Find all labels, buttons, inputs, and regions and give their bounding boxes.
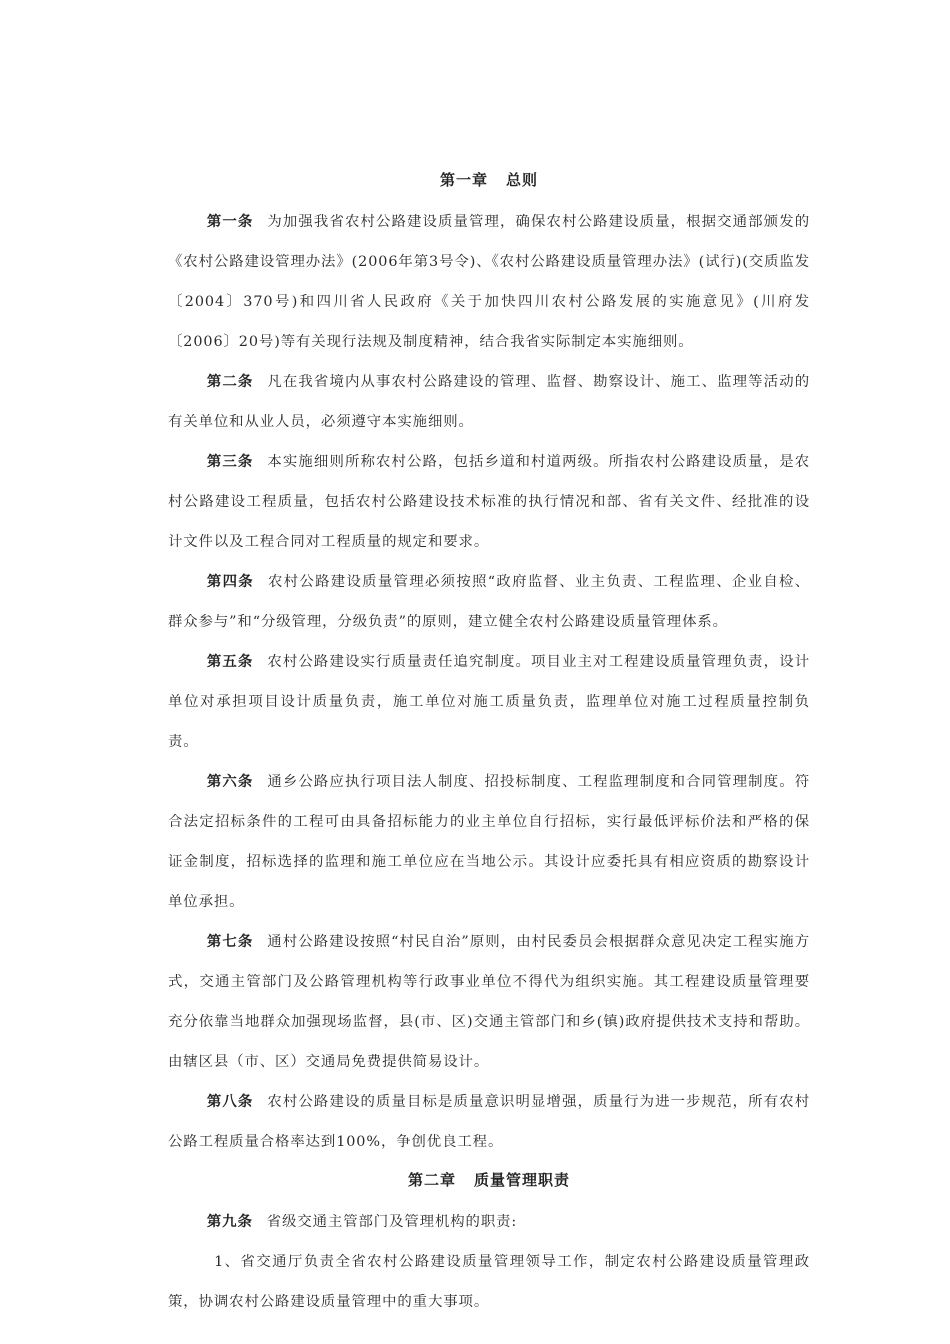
article-text: 为加强我省农村公路建设质量管理，确保农村公路建设质量，根据交通部颁发的《农村公路建设管理办法》(2006年第3号令)、《农村公路建设质量管理办法》(试行)(交质监发〔2004〕370号)和四川省人民政府《关于加快四川农村公路发展的实施意见》(川府发〔2006〕20号)等有关现行法规及制度精神，结合我省实际制定本实施细则。 <box>168 214 810 350</box>
list-item: 1、省交通厅负责全省农村公路建设质量管理领导工作，制定农村公路建设质量管理政策，协调农村公路建设质量管理中的重大事项。 <box>168 1254 810 1310</box>
article-5 <box>168 642 810 762</box>
article-label: 第三条 <box>206 453 254 470</box>
chapter-2-heading <box>168 1162 810 1202</box>
article-text: 省级交通主管部门及管理机构的职责: <box>266 1214 518 1230</box>
article-text: 本实施细则所称农村公路，包括乡道和村道两级。所指农村公路建设质量，是农村公路建设工程质量，包括农村公路建设技术标准的执行情况和部、省有关文件、经批准的设计文件以及工程合同对工程质量的规定和要求。 <box>168 454 810 550</box>
chapter-title: 质量管理职责 <box>474 1171 571 1189</box>
article-8 <box>168 1082 810 1162</box>
article-text: 农村公路建设质量管理必须按照“政府监督、业主负责、工程监理、企业自检、群众参与”和“分级管理，分级负责”的原则，建立健全农村公路建设质量管理体系。 <box>168 574 811 630</box>
document-body <box>168 162 810 1322</box>
chapter-number: 第一章 <box>439 171 488 189</box>
chapter-title: 总则 <box>506 171 539 189</box>
article-3 <box>168 442 810 562</box>
article-text: 农村公路建设实行质量责任追究制度。项目业主对工程建设质量管理负责，设计单位对承担项目设计质量负责，施工单位对施工质量负责，监理单位对施工过程质量控制负责。 <box>168 654 810 750</box>
article-text: 通乡公路应执行项目法人制度、招投标制度、工程监理制度和合同管理制度。符合法定招标条件的工程可由具备招标能力的业主单位自行招标，实行最低评标价法和严格的保证金制度，招标选择的监理和施工单位应在当地公示。其设计应委托具有相应资质的勘察设计单位承担。 <box>168 774 810 910</box>
article-label: 第九条 <box>206 1213 253 1230</box>
article-text: 农村公路建设的质量目标是质量意识明显增强，质量行为进一步规范，所有农村公路工程质量合格率达到100%，争创优良工程。 <box>168 1094 810 1150</box>
article-text: 凡在我省境内从事农村公路建设的管理、监督、勘察设计、施工、监理等活动的有关单位和从业人员，必须遵守本实施细则。 <box>168 374 810 430</box>
article-label: 第一条 <box>206 213 254 230</box>
article-7 <box>168 922 810 1082</box>
article-label: 第七条 <box>206 933 254 950</box>
article-1 <box>168 202 810 362</box>
article-9 <box>168 1202 810 1242</box>
article-text: 通村公路建设按照“村民自治”原则，由村民委员会根据群众意见决定工程实施方式，交通主管部门及公路管理机构等行政事业单位不得代为组织实施。其工程建设质量管理要充分依靠当地群众加强现场监督，县(市、区)交通主管部门和乡(镇)政府提供技术支持和帮助。由辖区县（市、区）交通局免费提供简易设计。 <box>168 934 810 1070</box>
article-2 <box>168 362 810 442</box>
article-label: 第二条 <box>206 373 254 390</box>
article-label: 第四条 <box>206 573 254 590</box>
chapter-number: 第二章 <box>407 1171 456 1189</box>
article-label: 第六条 <box>206 773 254 790</box>
article-4 <box>168 562 810 642</box>
article-label: 第五条 <box>206 653 254 670</box>
article-label: 第八条 <box>206 1093 254 1110</box>
article-6 <box>168 762 810 922</box>
chapter-1-heading <box>168 162 810 202</box>
